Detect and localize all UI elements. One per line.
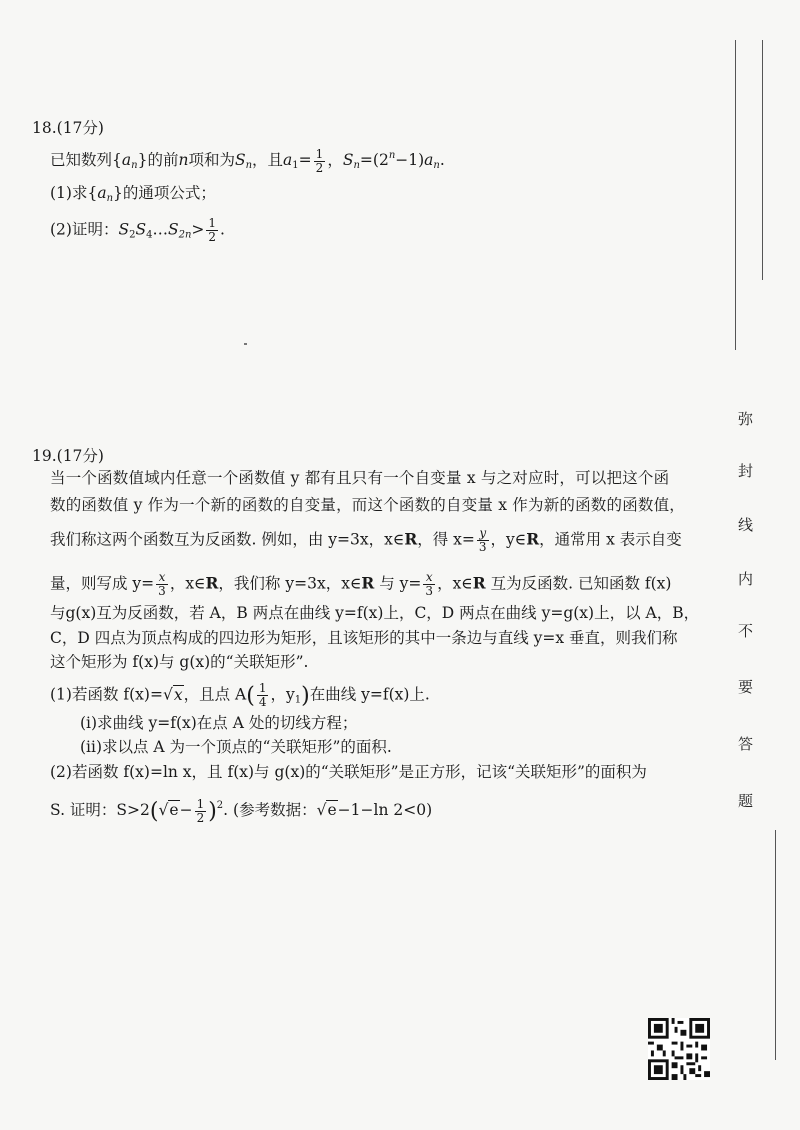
q19-para-line: 与g(x)互为反函数，若 A，B 两点在曲线 y=f(x)上，C，D 两点在曲线 y=g(x)上，以 A，B，	[50, 604, 700, 622]
q19-sub1-ii: (ⅱ)求以点 A 为一个顶点的“关联矩形”的面积.	[80, 738, 392, 756]
fraction: $\frac{1}{2}$	[208, 216, 217, 244]
q19-sub2-proof: S. 证明：S>2(√e− $\frac{1}{2}$ )$^2$. (参考数据：√e−1−ln 2<0)	[50, 796, 433, 825]
fraction: $\frac{1}{2}$	[196, 796, 205, 825]
scan-speck	[244, 343, 247, 345]
fraction: $\frac{x}{3}$	[158, 570, 166, 598]
fraction: $\frac{1}{2}$	[315, 146, 324, 175]
q19-heading: 19.(17分)	[32, 447, 104, 465]
q19-para-line: 我们称这两个函数互为反函数. 例如，由 y=3x，x∈R，得 x= $\frac{y}{3}$ ，y∈R，通常用 x 表示自变	[50, 526, 682, 554]
margin-seal-char: 答	[738, 735, 754, 753]
q19-sub2: (2)若函数 f(x)=ln x，且 f(x)与 g(x)的“关联矩形”是正方形，记该“关联矩形”的面积为	[50, 763, 647, 781]
q19-para-line: 当一个函数值域内任意一个函数值 y 都有且只有一个自变量 x 与之对应时，可以把这个函	[50, 469, 670, 487]
margin-seal-char: 不	[738, 622, 754, 640]
q19-sub1: (1)若函数 f(x)=√x，且点 A( $\frac{1}{4}$ ，$y_1$)在曲线 y=f(x)上.	[50, 681, 430, 709]
q19-para-line: 量，则写成 y= $\frac{x}{3}$ ，x∈R，我们称 y=3x，x∈R 与 y= $\frac{x}{3}$ ，x∈R 互为反函数. 已知函数 f(x)	[50, 570, 672, 598]
q18-part2: (2)证明：$S_2S_4\dots S_{2n}>$ $\frac{1}{2}$ .	[50, 216, 225, 244]
margin-rule	[775, 830, 776, 1060]
margin-seal-char: 弥	[738, 410, 754, 428]
margin-seal-char: 线	[738, 516, 754, 534]
fraction: $\frac{x}{3}$	[425, 570, 434, 598]
q18-heading: 18.(17分)	[32, 119, 104, 137]
margin-rule	[762, 40, 763, 280]
q19-para-line: C，D 四点为顶点构成的四边形为矩形，且该矩形的其中一条边与直线 y=x 垂直，则我们称	[50, 629, 678, 647]
q19-para-line: 这个矩形为 f(x)与 g(x)的“关联矩形”.	[50, 653, 309, 671]
fraction: $\frac{y}{3}$	[478, 526, 487, 554]
q18-statement: 已知数列$\{a_n\}$的前n项和为$S_n$，且$a_1=$ $\frac{1}{2}$ ，$S_n=(2^n-1)a_n$.	[50, 146, 445, 175]
q19-para-line: 数的函数值 y 作为一个新的函数的自变量，而这个函数的自变量 x 作为新的函数的函数值，	[50, 496, 686, 514]
margin-seal-char: 内	[738, 570, 754, 588]
qr-code-icon	[648, 1018, 710, 1080]
margin-rule	[735, 40, 736, 350]
fraction: $\frac{1}{4}$	[258, 681, 267, 709]
margin-seal-char: 封	[738, 462, 754, 480]
q19-sub1-i: (ⅰ)求曲线 y=f(x)在点 A 处的切线方程；	[80, 714, 358, 732]
margin-seal-char: 题	[738, 792, 754, 810]
q18-part1: (1)求$\{a_n\}$的通项公式；	[50, 184, 216, 204]
margin-seal-char: 要	[738, 678, 754, 696]
